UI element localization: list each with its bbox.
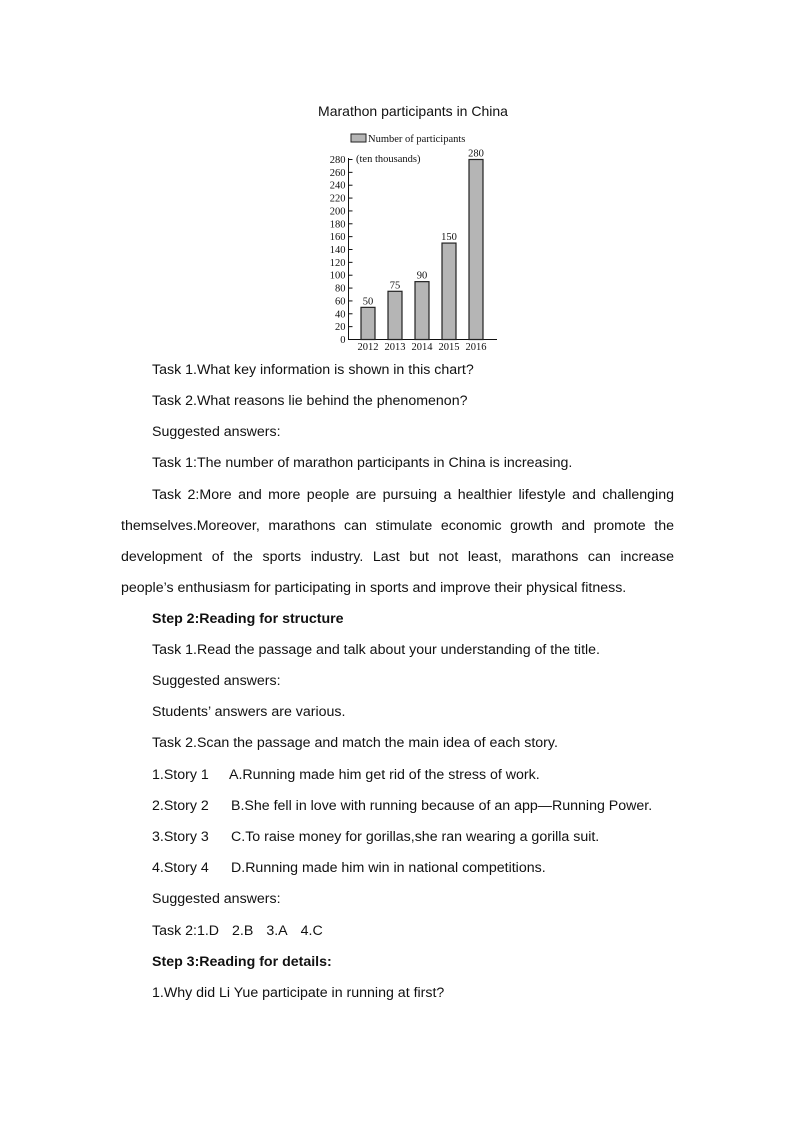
answer-task2-line: Task 2:More and more people are pursuing a healthier lifestyle and challenging xyxy=(152,487,674,503)
answer-item: 1.D xyxy=(196,923,220,939)
bar xyxy=(442,243,456,339)
x-tick-label: 2013 xyxy=(384,342,406,353)
answer-task2-paragraph xyxy=(121,480,674,604)
story-idea: A.Running made him get rid of the stress of work. xyxy=(229,767,540,783)
bar xyxy=(388,291,402,339)
data-label: 50 xyxy=(362,296,374,308)
answer-item: 2.B xyxy=(232,923,254,939)
answer-task2-line: themselves.Moreover, marathons can stimulate economic growth and promote the xyxy=(121,518,674,534)
y-tick-label: 120 xyxy=(329,257,346,269)
story-number: 4.Story 4 xyxy=(152,860,209,876)
x-tick-label: 2014 xyxy=(411,342,433,353)
y-tick-label: 140 xyxy=(329,245,346,256)
story-idea: C.To raise money for gorillas,she ran wearing a gorilla suit. xyxy=(231,829,600,845)
bar xyxy=(469,160,483,340)
legend-swatch xyxy=(351,134,366,142)
step3-heading: Step 3:Reading for details: xyxy=(152,954,332,970)
answer-task2-line: people’s enthusiasm for participating in sports and improve their physical fitness. xyxy=(121,580,627,596)
y-tick-label: 80 xyxy=(335,283,346,295)
x-tick-label: 2012 xyxy=(357,342,379,353)
suggested-answers-label: Suggested answers: xyxy=(152,673,281,689)
y-tick-label: 200 xyxy=(329,206,346,218)
step3-question1: 1.Why did Li Yue participate in running at first? xyxy=(152,985,445,1001)
y-tick-label: 20 xyxy=(335,322,346,334)
y-tick-label: 60 xyxy=(335,296,346,308)
bar xyxy=(415,282,429,340)
y-tick-label: 220 xyxy=(329,193,346,205)
data-label: 280 xyxy=(468,148,484,160)
y-tick-label: 40 xyxy=(335,309,346,321)
story-match-item xyxy=(152,767,540,783)
data-label: 90 xyxy=(416,270,428,282)
y-tick-label: 0 xyxy=(340,335,346,346)
step2-task1: Task 1.Read the passage and talk about your understanding of the title. xyxy=(152,642,600,658)
story-number: 3.Story 3 xyxy=(152,829,209,845)
step2-heading: Step 2:Reading for structure xyxy=(152,611,344,627)
y-tick-label: 280 xyxy=(329,155,346,166)
legend-label: Number of participants xyxy=(368,134,466,145)
data-label: 75 xyxy=(389,280,401,292)
story-idea: B.She fell in love with running because of an app—Running Power. xyxy=(231,798,653,814)
suggested-answers-label: Suggested answers: xyxy=(152,891,281,907)
suggested-answers-label: Suggested answers: xyxy=(152,424,281,440)
chart-legend xyxy=(351,134,465,145)
x-tick-label: 2015 xyxy=(438,342,460,353)
y-tick-label: 240 xyxy=(329,180,346,192)
answer-prefix: Task 2: xyxy=(152,923,197,939)
question-task1: Task 1.What key information is shown in this chart? xyxy=(152,362,474,378)
story-match-item xyxy=(152,829,599,845)
answer-task1: Task 1:The number of marathon participants in China is increasing. xyxy=(152,455,573,471)
y-tick-label: 100 xyxy=(329,270,346,282)
step2-answer2 xyxy=(152,923,336,939)
bar xyxy=(361,307,375,339)
y-tick-label: 160 xyxy=(329,232,346,244)
y-tick-label: 180 xyxy=(329,219,346,231)
step2-task2: Task 2.Scan the passage and match the main idea of each story. xyxy=(152,735,558,751)
step2-answer1: Students’ answers are various. xyxy=(152,704,346,720)
y-tick-label: 260 xyxy=(329,167,346,179)
chart-title: Marathon participants in China xyxy=(318,103,508,119)
story-match-item xyxy=(152,860,546,876)
story-number: 2.Story 2 xyxy=(152,798,209,814)
unit-label: (ten thousands) xyxy=(356,154,421,165)
question-task2: Task 2.What reasons lie behind the phenomenon? xyxy=(152,393,468,409)
answer-item: 3.A xyxy=(266,923,288,939)
answer-task2-line: development of the sports industry. Last but not least, marathons can increase xyxy=(121,549,674,565)
story-idea: D.Running made him win in national competitions. xyxy=(231,860,546,876)
story-number: 1.Story 1 xyxy=(152,767,209,783)
x-tick-label: 2016 xyxy=(465,342,487,353)
answer-item: 4.C xyxy=(300,923,323,939)
story-match-item xyxy=(152,798,652,814)
data-label: 150 xyxy=(441,232,457,244)
